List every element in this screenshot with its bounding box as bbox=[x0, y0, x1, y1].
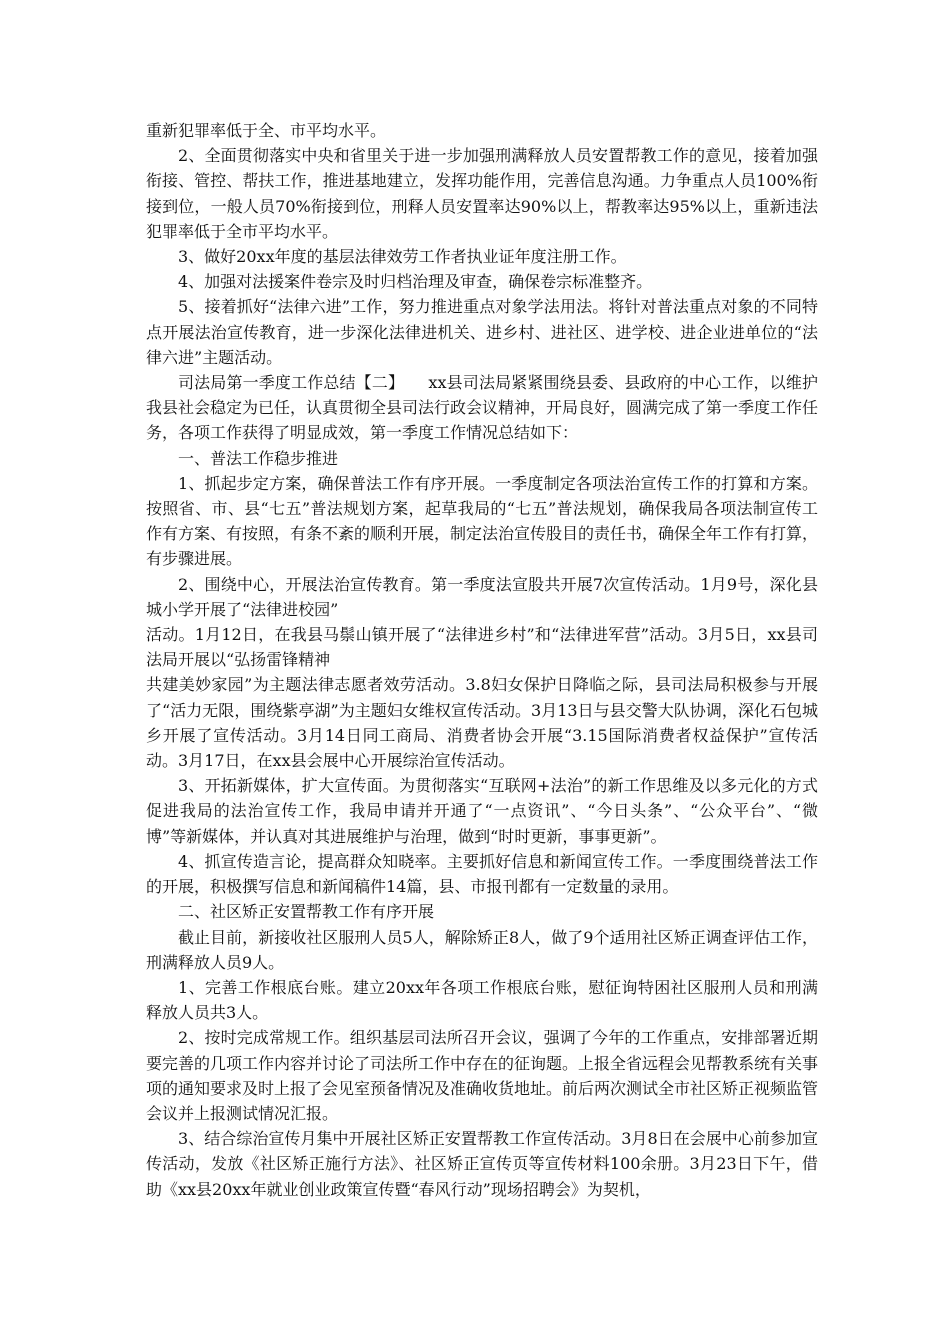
paragraph: 重新犯罪率低于全、市平均水平。 bbox=[146, 121, 387, 140]
paragraph: 3、做好20xx年度的基层法律效劳工作者执业证年度注册工作。 bbox=[178, 247, 627, 267]
paragraph: 共建美妙家园”为主题法律志愿者效劳活动。3.8妇女保护日降临之际，县司法局积极参与开展了“活力无限，围绕紫亭湖”为主题妇女维权宣传活动。3月13日与县交警大队协调，深化石包城乡开展了宣传活动。3月14日同工商局、消费者协会开展“3.15国际消费者权益保护”宣传活动。3月17日，在xx县会展中心开展综治宣传活动。 bbox=[146, 675, 818, 771]
section-title-paragraph: 司法局第一季度工作总结【二】 xx县司法局紧紧围绕县委、县政府的中心工作，以维护我县社会稳定为已任，认真贯彻全县司法行政会议精神，开局良好，圆满完成了第一季度工作任务，各项工作获得了明显成效，第一季度工作情况总结如下： bbox=[146, 373, 819, 443]
heading-paragraph: 二、社区矫正安置帮教工作有序开展 bbox=[178, 902, 435, 922]
paragraph: 4、加强对法援案件卷宗及时归档治理及审查，确保卷宗标准整齐。 bbox=[178, 272, 653, 292]
paragraph: 5、接着抓好“法律六进”工作，努力推进重点对象学法用法。将针对普法重点对象的不同特点开展法治宣传教育，进一步深化法律进机关、进乡村、进社区、进学校、进企业进单位的“法律六进”主题活动。 bbox=[146, 297, 818, 367]
paragraph: 3、结合综治宣传月集中开展社区矫正安置帮教工作宣传活动。3月8日在会展中心前参加宣传活动，发放《社区矫正施行方法》、社区矫正宣传页等宣传材料100余册。3月23日下午，借助《xx县20xx年就业创业政策宣传暨“春风行动”现场招聘会》为契机， bbox=[146, 1129, 818, 1199]
paragraph: 2、按时完成常规工作。组织基层司法所召开会议，强调了今年的工作重点，安排部署近期要完善的几项工作内容并讨论了司法所工作中存在的征询题。上报全省远程会见帮教系统有关事项的通知要求及时上报了会见室预备情况及准确收货地址。前后两次测试全市社区矫正视频监管会议并上报测试情况汇报。 bbox=[146, 1028, 819, 1123]
document-page bbox=[146, 118, 818, 1202]
paragraph: 1、完善工作根底台账。建立20xx年各项工作根底台账，慰征询特困社区服刑人员和刑满释放人员共3人。 bbox=[146, 977, 818, 1023]
paragraph: 2、围绕中心，开展法治宣传教育。第一季度法宣股共开展7次宣传活动。1月9号，深化县城小学开展了“法律进校园” bbox=[146, 574, 818, 619]
paragraph: 4、抓宣传造言论，提高群众知晓率。主要抓好信息和新闻宣传工作。一季度围绕普法工作的开展，积极撰写信息和新闻稿件14篇，县、市报刊都有一定数量的录用。 bbox=[146, 851, 818, 897]
paragraph: 截止目前，新接收社区服刑人员5人，解除矫正8人，做了9个适用社区矫正调查评估工作，刑满释放人员9人。 bbox=[146, 927, 818, 972]
heading-paragraph: 一、普法工作稳步推进 bbox=[178, 448, 339, 468]
paragraph: 1、抓起步定方案，确保普法工作有序开展。一季度制定各项法治宣传工作的打算和方案。按照省、市、县“七五”普法规划方案，起草我局的“七五”普法规划，确保我局各项法制宣传工作有方案、有按照，有条不紊的顺利开展，制定法治宣传股目的责任书，确保全年工作有打算，有步骤进展。 bbox=[146, 473, 819, 569]
paragraph: 3、开拓新媒体，扩大宣传面。为贯彻落实“互联网+法治”的新工作思维及以多元化的方式促进我局的法治宣传工作，我局申请并开通了“一点资讯”、“今日头条”、“公众平台”、“微博”等新媒体，并认真对其进展维护与治理，做到“时时更新，事事更新”。 bbox=[146, 776, 818, 846]
paragraph: 2、全面贯彻落实中央和省里关于进一步加强刑满释放人员安置帮教工作的意见，接着加强衔接、管控、帮扶工作，推进基地建立，发挥功能作用，完善信息沟通。力争重点人员100%衔接到位，一般人员70%衔接到位，刑释人员安置率达90%以上，帮教率达95%以上，重新违法犯罪率低于全市平均水平。 bbox=[146, 146, 818, 241]
paragraph: 活动。1月12日，在我县马鬃山镇开展了“法律进乡村”和“法律进军营”活动。3月5日，xx县司法局开展以“弘扬雷锋精神 bbox=[146, 625, 818, 670]
